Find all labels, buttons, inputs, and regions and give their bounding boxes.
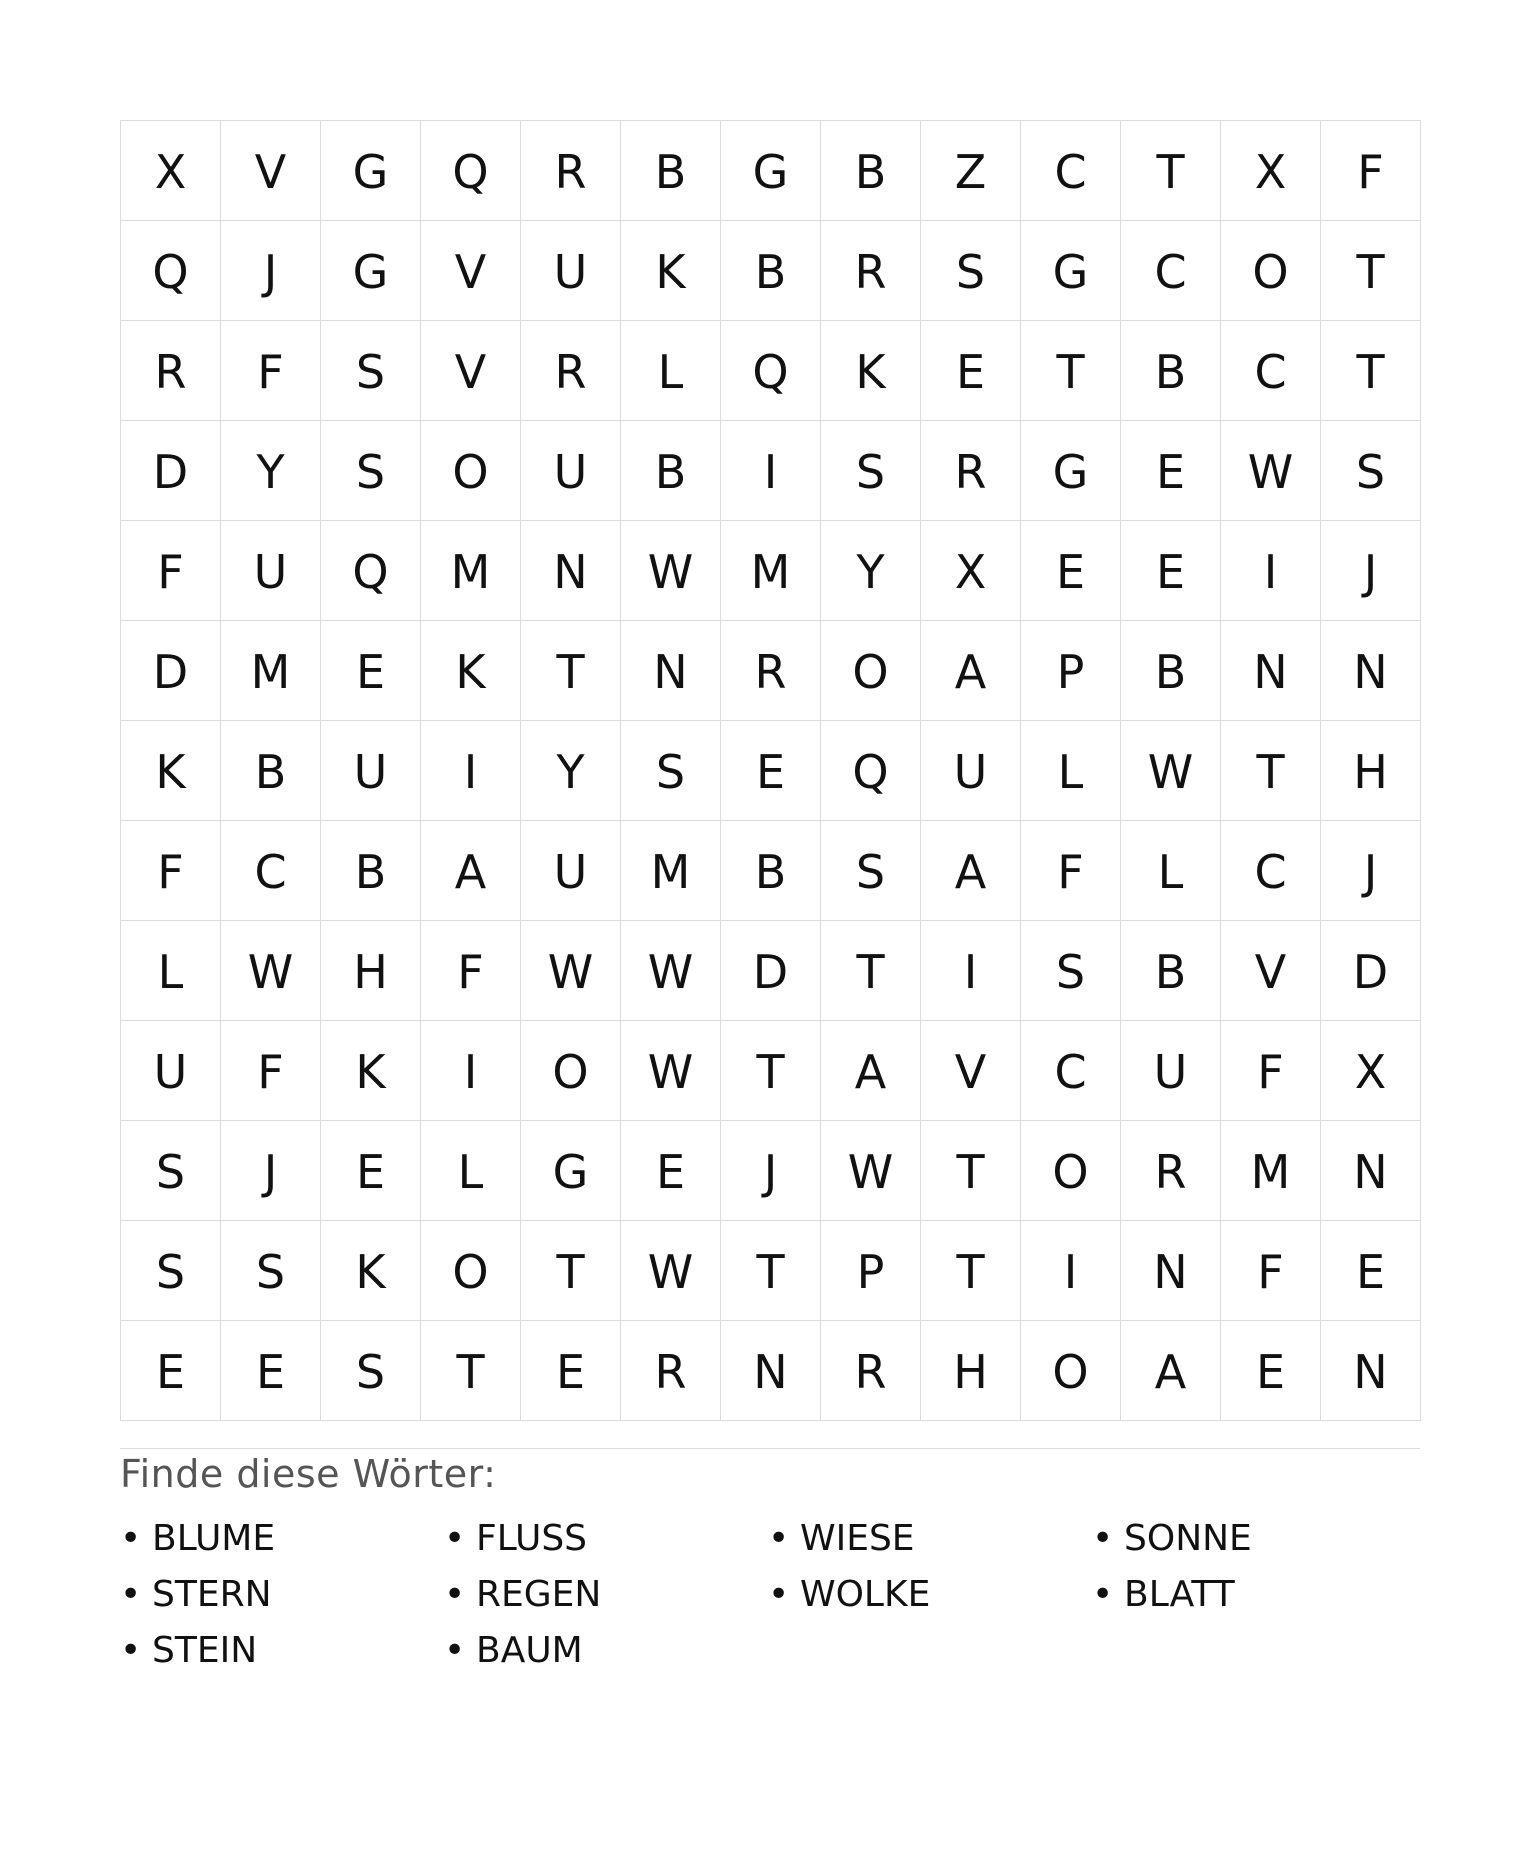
grid-cell[interactable]: I <box>1221 521 1321 621</box>
grid-cell[interactable]: V <box>421 321 521 421</box>
grid-cell[interactable]: B <box>1121 321 1221 421</box>
grid-cell[interactable]: T <box>821 921 921 1021</box>
word-list <box>120 1510 1420 1678</box>
grid-cell[interactable]: B <box>621 121 721 221</box>
word-list-item <box>1092 1510 1416 1566</box>
grid-cell[interactable]: J <box>1321 521 1421 621</box>
grid-cell[interactable]: X <box>921 521 1021 621</box>
grid-cell[interactable]: R <box>821 221 921 321</box>
grid-cell[interactable]: O <box>821 621 921 721</box>
grid-cell[interactable]: G <box>321 121 421 221</box>
grid-cell[interactable]: F <box>221 1021 321 1121</box>
grid-cell[interactable]: U <box>121 1021 221 1121</box>
grid-cell[interactable]: M <box>1221 1121 1321 1221</box>
grid-cell[interactable]: D <box>721 921 821 1021</box>
grid-cell[interactable]: F <box>1021 821 1121 921</box>
grid-cell[interactable]: K <box>621 221 721 321</box>
grid-cell[interactable]: E <box>1121 421 1221 521</box>
grid-cell[interactable]: D <box>1321 921 1421 1021</box>
grid-cell[interactable]: N <box>1321 1121 1421 1221</box>
bullet-icon: • <box>120 1573 142 1615</box>
grid-cell[interactable]: T <box>721 1021 821 1121</box>
grid-cell[interactable]: U <box>921 721 1021 821</box>
grid-cell[interactable]: G <box>721 121 821 221</box>
grid-cell[interactable]: P <box>1021 621 1121 721</box>
grid-cell[interactable]: S <box>321 321 421 421</box>
grid-cell[interactable]: J <box>221 1121 321 1221</box>
grid-cell[interactable]: R <box>621 1321 721 1421</box>
grid-cell[interactable]: Y <box>221 421 321 521</box>
grid-cell[interactable]: C <box>1221 821 1321 921</box>
grid-cell[interactable]: N <box>1321 1321 1421 1421</box>
grid-cell[interactable]: T <box>1321 221 1421 321</box>
word-label: SONNE <box>1124 1517 1252 1559</box>
word-label: BAUM <box>476 1629 583 1671</box>
word-label: BLUME <box>152 1517 276 1559</box>
grid-cell[interactable]: E <box>321 621 421 721</box>
grid-cell[interactable]: E <box>621 1121 721 1221</box>
grid-cell[interactable]: O <box>1221 221 1321 321</box>
word-list-item <box>444 1566 768 1622</box>
word-label: STERN <box>152 1573 272 1615</box>
grid-cell[interactable]: S <box>921 221 1021 321</box>
grid-cell[interactable]: W <box>521 921 621 1021</box>
grid-cell[interactable]: R <box>521 321 621 421</box>
grid-cell[interactable]: G <box>1021 421 1121 521</box>
grid-cell[interactable]: C <box>1021 121 1121 221</box>
grid-cell[interactable]: S <box>221 1221 321 1321</box>
grid-cell[interactable]: B <box>321 821 421 921</box>
bullet-icon: • <box>768 1573 790 1615</box>
bullet-icon: • <box>120 1629 142 1671</box>
letter-grid <box>120 120 1421 1421</box>
grid-cell[interactable]: I <box>921 921 1021 1021</box>
grid-cell[interactable]: B <box>1121 921 1221 1021</box>
word-label: FLUSS <box>476 1517 588 1559</box>
grid-cell[interactable]: K <box>821 321 921 421</box>
grid-cell[interactable]: Q <box>821 721 921 821</box>
grid-cell[interactable]: S <box>821 821 921 921</box>
grid-cell[interactable]: R <box>121 321 221 421</box>
grid-cell[interactable]: A <box>921 821 1021 921</box>
grid-cell[interactable]: P <box>821 1221 921 1321</box>
grid-cell[interactable]: W <box>621 921 721 1021</box>
grid-cell[interactable]: T <box>1321 321 1421 421</box>
grid-cell[interactable]: T <box>521 621 621 721</box>
grid-cell[interactable]: O <box>421 421 521 521</box>
bullet-icon: • <box>1092 1517 1114 1559</box>
grid-cell[interactable]: U <box>521 221 621 321</box>
grid-cell[interactable]: X <box>1321 1021 1421 1121</box>
grid-cell[interactable]: O <box>421 1221 521 1321</box>
grid-cell[interactable]: E <box>1121 521 1221 621</box>
grid-cell[interactable]: L <box>421 1121 521 1221</box>
grid-cell[interactable]: S <box>321 421 421 521</box>
grid-cell[interactable]: D <box>121 621 221 721</box>
grid-cell[interactable]: M <box>621 821 721 921</box>
grid-cell[interactable]: E <box>321 1121 421 1221</box>
grid-cell[interactable]: B <box>1121 621 1221 721</box>
grid-cell[interactable]: A <box>921 621 1021 721</box>
grid-cell[interactable]: L <box>621 321 721 421</box>
grid-cell[interactable]: D <box>121 421 221 521</box>
grid-cell[interactable]: R <box>1121 1121 1221 1221</box>
grid-cell[interactable]: R <box>721 621 821 721</box>
grid-cell[interactable]: W <box>621 1221 721 1321</box>
grid-cell[interactable]: T <box>421 1321 521 1421</box>
grid-cell[interactable]: V <box>1221 921 1321 1021</box>
grid-cell[interactable]: E <box>221 1321 321 1421</box>
grid-cell[interactable]: Z <box>921 121 1021 221</box>
bullet-icon: • <box>1092 1573 1114 1615</box>
grid-cell[interactable]: J <box>1321 821 1421 921</box>
grid-cell[interactable]: J <box>221 221 321 321</box>
grid-cell[interactable]: B <box>721 221 821 321</box>
grid-cell[interactable]: H <box>321 921 421 1021</box>
grid-cell[interactable]: G <box>521 1121 621 1221</box>
grid-cell[interactable]: K <box>321 1221 421 1321</box>
grid-cell[interactable]: K <box>421 621 521 721</box>
grid-cell[interactable]: I <box>721 421 821 521</box>
bullet-icon: • <box>444 1629 466 1671</box>
grid-cell[interactable]: W <box>221 921 321 1021</box>
divider <box>120 1448 1420 1449</box>
word-label: WIESE <box>800 1517 915 1559</box>
grid-cell[interactable]: C <box>221 821 321 921</box>
grid-cell[interactable]: W <box>621 521 721 621</box>
grid-cell[interactable]: F <box>1221 1021 1321 1121</box>
grid-cell[interactable]: O <box>1021 1121 1121 1221</box>
grid-cell[interactable]: S <box>1321 421 1421 521</box>
grid-cell[interactable]: I <box>421 721 521 821</box>
grid-cell[interactable]: W <box>1121 721 1221 821</box>
grid-cell[interactable]: Q <box>321 521 421 621</box>
grid-cell[interactable]: K <box>321 1021 421 1121</box>
grid-cell[interactable]: X <box>1221 121 1321 221</box>
grid-cell[interactable]: Q <box>121 221 221 321</box>
grid-cell[interactable]: I <box>421 1021 521 1121</box>
word-label: WOLKE <box>800 1573 931 1615</box>
grid-cell[interactable]: E <box>921 321 1021 421</box>
bullet-icon: • <box>444 1517 466 1559</box>
grid-cell[interactable]: G <box>1021 221 1121 321</box>
word-list-heading: Finde diese Wörter: <box>120 1452 497 1496</box>
grid-cell[interactable]: E <box>121 1321 221 1421</box>
word-label: REGEN <box>476 1573 602 1615</box>
grid-cell[interactable]: S <box>121 1121 221 1221</box>
grid-cell[interactable]: F <box>121 821 221 921</box>
grid-cell[interactable]: M <box>221 621 321 721</box>
grid-cell[interactable]: C <box>1021 1021 1121 1121</box>
grid-cell[interactable]: W <box>1221 421 1321 521</box>
grid-cell[interactable]: B <box>621 421 721 521</box>
grid-cell[interactable]: S <box>621 721 721 821</box>
grid-cell[interactable]: N <box>1221 621 1321 721</box>
grid-cell[interactable]: N <box>721 1321 821 1421</box>
grid-cell[interactable]: A <box>1121 1321 1221 1421</box>
word-list-item <box>120 1566 444 1622</box>
grid-cell[interactable]: T <box>921 1221 1021 1321</box>
word-list-item <box>120 1622 444 1678</box>
grid-cell[interactable]: T <box>1021 321 1121 421</box>
grid-cell[interactable]: R <box>521 121 621 221</box>
word-list-item <box>120 1510 444 1566</box>
bullet-icon: • <box>120 1517 142 1559</box>
word-label: STEIN <box>152 1629 258 1671</box>
grid-cell[interactable]: U <box>521 821 621 921</box>
grid-cell[interactable]: X <box>121 121 221 221</box>
grid-cell[interactable]: B <box>721 821 821 921</box>
word-list-item <box>1092 1566 1416 1622</box>
grid-cell[interactable]: L <box>1121 821 1221 921</box>
grid-cell[interactable]: N <box>1321 621 1421 721</box>
grid-cell[interactable]: W <box>621 1021 721 1121</box>
grid-cell[interactable]: K <box>121 721 221 821</box>
grid-cell[interactable]: O <box>521 1021 621 1121</box>
grid-cell[interactable]: F <box>121 521 221 621</box>
grid-cell[interactable]: T <box>921 1121 1021 1221</box>
grid-cell[interactable]: S <box>1021 921 1121 1021</box>
grid-cell[interactable]: I <box>1021 1221 1121 1321</box>
grid-cell[interactable]: U <box>1121 1021 1221 1121</box>
grid-cell[interactable]: W <box>821 1121 921 1221</box>
grid-cell[interactable]: Y <box>821 521 921 621</box>
grid-cell[interactable]: R <box>821 1321 921 1421</box>
grid-cell[interactable]: T <box>1221 721 1321 821</box>
grid-cell[interactable]: T <box>521 1221 621 1321</box>
bullet-icon: • <box>444 1573 466 1615</box>
grid-cell[interactable]: V <box>221 121 321 221</box>
grid-cell[interactable]: C <box>1221 321 1321 421</box>
bullet-icon: • <box>768 1517 790 1559</box>
grid-cell[interactable]: V <box>921 1021 1021 1121</box>
grid-cell[interactable]: F <box>221 321 321 421</box>
grid-cell[interactable]: E <box>1221 1321 1321 1421</box>
grid-cell[interactable]: U <box>321 721 421 821</box>
grid-cell[interactable]: N <box>1121 1221 1221 1321</box>
grid-cell[interactable]: F <box>1221 1221 1321 1321</box>
grid-cell[interactable]: Q <box>721 321 821 421</box>
grid-cell[interactable]: E <box>1021 521 1121 621</box>
grid-cell[interactable]: Q <box>421 121 521 221</box>
grid-cell[interactable]: J <box>721 1121 821 1221</box>
grid-cell[interactable]: V <box>421 221 521 321</box>
word-list-item <box>768 1566 1092 1622</box>
grid-cell[interactable]: N <box>621 621 721 721</box>
grid-cell[interactable]: E <box>1321 1221 1421 1321</box>
grid-cell[interactable]: F <box>1321 121 1421 221</box>
word-label: BLATT <box>1124 1573 1235 1615</box>
grid-cell[interactable]: T <box>1121 121 1221 221</box>
grid-cell[interactable]: L <box>1021 721 1121 821</box>
grid-cell[interactable]: A <box>421 821 521 921</box>
grid-cell[interactable]: L <box>121 921 221 1021</box>
grid-cell[interactable]: F <box>421 921 521 1021</box>
grid-cell[interactable]: N <box>521 521 621 621</box>
grid-cell[interactable]: R <box>921 421 1021 521</box>
grid-cell[interactable]: G <box>321 221 421 321</box>
grid-cell[interactable]: T <box>721 1221 821 1321</box>
word-list-item <box>768 1510 1092 1566</box>
grid-cell[interactable]: Y <box>521 721 621 821</box>
word-list-item <box>444 1622 768 1678</box>
grid-cell[interactable]: M <box>421 521 521 621</box>
word-list-item <box>444 1510 768 1566</box>
grid-cell[interactable]: U <box>221 521 321 621</box>
grid-cell[interactable]: E <box>521 1321 621 1421</box>
grid-cell[interactable]: B <box>221 721 321 821</box>
grid-cell[interactable]: S <box>321 1321 421 1421</box>
grid-cell[interactable]: S <box>121 1221 221 1321</box>
grid-cell[interactable]: A <box>821 1021 921 1121</box>
grid-cell[interactable]: U <box>521 421 621 521</box>
grid-cell[interactable]: H <box>921 1321 1021 1421</box>
grid-cell[interactable]: M <box>721 521 821 621</box>
grid-cell[interactable]: H <box>1321 721 1421 821</box>
grid-cell[interactable]: O <box>1021 1321 1121 1421</box>
grid-cell[interactable]: S <box>821 421 921 521</box>
grid-cell[interactable]: E <box>721 721 821 821</box>
grid-cell[interactable]: B <box>821 121 921 221</box>
grid-cell[interactable]: C <box>1121 221 1221 321</box>
